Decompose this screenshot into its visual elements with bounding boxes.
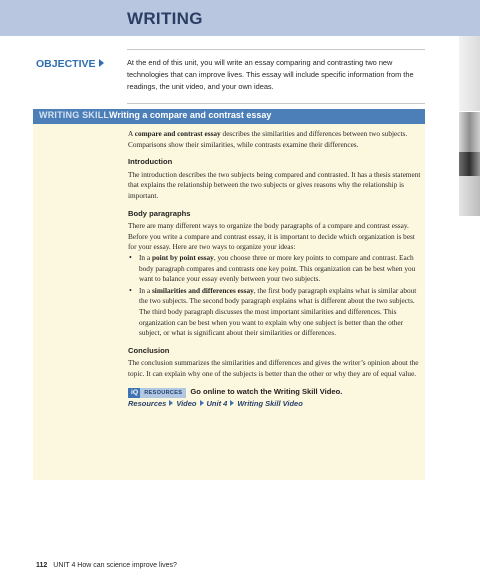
objective-divider: [127, 103, 425, 104]
photo-edge-3: [459, 176, 480, 216]
conclusion-text: The conclusion summarizes the similarities and differences and gives the writer’s opinion about the topic. It can explain why one of the subjects is better than the other or why they are of equal value.: [128, 358, 419, 378]
bullet-similarities-differences: • In a similarities and differences essay, the first body paragraph explains what is similar about the two subjects. The second body paragraph explains what is different about the two subjects. The third body paragraph discusses the most important similarities and differences. This organization can be best when you want to explain why one subject is better than the other subject, or what is significant about their similarities or differences.: [128, 286, 421, 339]
path-resources-link[interactable]: Resources: [128, 399, 167, 409]
triangle-right-icon: [99, 59, 104, 67]
skill-content: [128, 129, 421, 410]
resources-text: Go online to watch the Writing Skill Video.: [190, 387, 343, 397]
photo-edge-top: [459, 36, 480, 111]
intro-term: compare and contrast essay: [134, 129, 221, 138]
writing-skill-bar: [33, 109, 425, 124]
resources-path: [128, 399, 421, 410]
body-heading: Body paragraphs: [128, 208, 191, 218]
top-divider: [127, 49, 425, 50]
page-footer: [36, 562, 177, 569]
resources-badge: RESOURCES: [140, 388, 186, 398]
bullet-point-by-point: • In a point by point essay, you choose three or more key points to compare and contrast. Each body paragraph compares and contrasts one key point. This organization can be best when you want to balance your essay evenly between your two subjects.: [128, 253, 421, 285]
page-number: 112: [36, 562, 48, 569]
footer-text: UNIT 4 How can science improve lives?: [53, 562, 177, 569]
writing-skill-title: Writing a compare and contrast essay: [109, 110, 272, 120]
resources-row: [128, 387, 421, 398]
body-bullets: [128, 253, 421, 339]
writing-skill-label: WRITING SKILL: [39, 110, 110, 120]
introduction-heading: Introduction: [128, 157, 173, 167]
conclusion-heading: Conclusion: [128, 345, 170, 355]
section-title: WRITING: [127, 9, 203, 28]
body-text: There are many different ways to organize the body paragraphs of a compare and contrast essay. Before you write a compare and contrast essay, it is important to decide which organization is best for your essay. Here are two ways to organize your ideas:: [128, 221, 415, 252]
introduction-text: The introduction describes the two subjects being compared and contrasted. It has a thesis statement that explains the relationship between the two subjects or gives reasons why the relationship is important.: [128, 169, 421, 200]
chevron-right-icon: [200, 400, 204, 406]
photo-edge-1: [459, 112, 480, 152]
path-video-link[interactable]: Video: [176, 399, 197, 409]
iq-logo: iQ: [128, 388, 141, 398]
path-video-title-link[interactable]: Writing Skill Video: [237, 399, 303, 409]
photo-edge-2: [459, 152, 480, 176]
header-band: [0, 0, 480, 36]
path-unit-link[interactable]: Unit 4: [206, 399, 228, 409]
chevron-right-icon: [169, 400, 173, 406]
objective-text: At the end of this unit, you will write an essay comparing and contrasting two new technologies that can improve lives. This essay will include specific information from the readings, the unit video, and your own ideas.: [127, 58, 414, 92]
intro-paragraph: A compare and contrast essay describes the similarities and differences between two subjects. Comparisons show their similarities, while contrasts examine their differences.: [128, 129, 408, 149]
chevron-right-icon: [230, 400, 234, 406]
objective-label: OBJECTIVE: [36, 58, 104, 70]
